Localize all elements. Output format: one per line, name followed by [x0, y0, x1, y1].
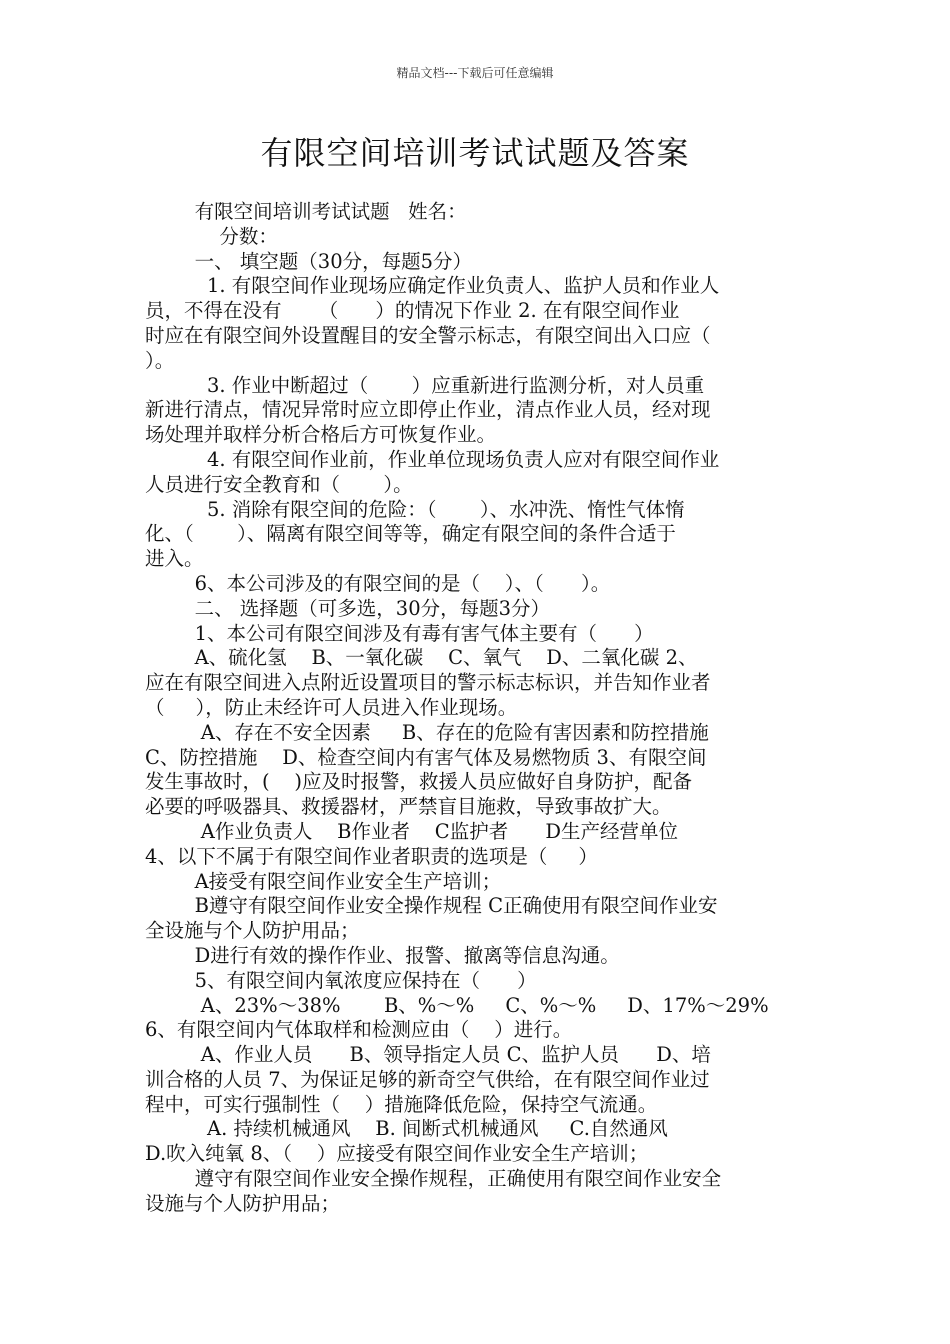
- text-line: A. 持续机械通风 B. 间断式机械通风 C.自然通风: [145, 1117, 668, 1141]
- text-line: 分数：: [145, 224, 278, 248]
- text-line: A、存在不安全因素 B、存在的危险有害因素和防控措施: [145, 720, 709, 744]
- header-note: 精品文档---下载后可任意编辑: [396, 66, 554, 80]
- text-line: 程中，可实行强制性（ ）措施降低危险，保持空气流通。: [145, 1092, 658, 1116]
- text-line: 5、有限空间内氧浓度应保持在（ ）: [145, 968, 537, 992]
- text-line: D.吹入纯氧 8、（ ）应接受有限空间作业安全生产培训；: [145, 1142, 649, 1166]
- text-line: 必要的呼吸器具、救援器材，严禁盲目施救，导致事故扩大。: [145, 795, 672, 819]
- text-line: C、防控措施 D、检查空间内有害气体及易燃物质 3、有限空间: [145, 745, 707, 769]
- text-line: D进行有效的操作作业、报警、撤离等信息沟通。: [145, 943, 620, 967]
- text-line: 4、以下不属于有限空间作业者职责的选项是（ ）: [145, 844, 598, 868]
- text-line: 4. 有限空间作业前，作业单位现场负责人应对有限空间作业: [145, 447, 720, 471]
- page-title: 有限空间培训考试试题及答案: [260, 134, 690, 172]
- text-line: （ ），防止未经许可人员进入作业现场。: [145, 695, 518, 719]
- text-line: 时应在有限空间外设置醒目的安全警示标志，有限空间出入口应（: [145, 323, 711, 347]
- document-body: [145, 200, 807, 1217]
- text-line: 发生事故时，( )应及时报警，救援人员应做好自身防护，配备: [145, 770, 693, 794]
- text-line: 1. 有限空间作业现场应确定作业负责人、监护人员和作业人: [145, 274, 720, 298]
- text-line: 员，不得在没有 （ ）的情况下作业 2. 在有限空间作业: [145, 299, 680, 323]
- text-line: 全设施与个人防护用品；: [145, 919, 360, 943]
- text-line: ）。: [145, 348, 175, 372]
- text-line: 新进行清点，情况异常时应立即停止作业，清点作业人员，经对现: [145, 398, 711, 422]
- text-line: 设施与个人防护用品；: [145, 1191, 341, 1215]
- text-line: 6、本公司涉及的有限空间的是（ ）、（ ）。: [145, 571, 611, 595]
- text-line: A接受有限空间作业安全生产培训；: [145, 869, 502, 893]
- text-line: 人员进行安全教育和（ ）。: [145, 472, 413, 496]
- text-line: 6、有限空间内气体取样和检测应由（ ）进行。: [145, 1018, 573, 1042]
- text-line: 一、 填空题（30分，每题5分）: [145, 249, 473, 273]
- text-line: 二、 选择题（可多选，30分，每题3分）: [145, 596, 551, 620]
- text-line: 5. 消除有限空间的危险：（ ）、水冲洗、惰性气体惰: [145, 497, 685, 521]
- text-line: 训合格的人员 7、为保证足够的新奇空气供给，在有限空间作业过: [145, 1067, 710, 1091]
- text-line: A作业负责人 B作业者 C监护者 D生产经营单位: [145, 819, 679, 843]
- text-line: 进入。: [145, 547, 204, 571]
- text-line: 场处理并取样分析合格后方可恢复作业。: [145, 423, 497, 447]
- text-line: A、硫化氢 B、一氧化碳 C、氧气 D、二氧化碳 2、: [145, 646, 698, 670]
- text-line: 有限空间培训考试试题 姓名：: [145, 200, 467, 223]
- text-line: 遵守有限空间作业安全操作规程，正确使用有限空间作业安全: [145, 1167, 722, 1191]
- text-line: 1、本公司有限空间涉及有毒有害气体主要有（ ）: [145, 621, 654, 645]
- text-line: A、23%～38% B、%～% C、%～% D、17%～29%: [145, 993, 769, 1017]
- text-line: 3. 作业中断超过（ ）应重新进行监测分析，对人员重: [145, 373, 705, 397]
- text-line: A、作业人员 B、领导指定人员 C、监护人员 D、培: [145, 1043, 711, 1067]
- text-line: 应在有限空间进入点附近设置项目的警示标志标识，并告知作业者: [145, 671, 711, 695]
- text-line: B遵守有限空间作业安全操作规程 C正确使用有限空间作业安: [145, 894, 718, 918]
- text-line: 化、（ ）、隔离有限空间等等，确定有限空间的条件合适于: [145, 522, 676, 546]
